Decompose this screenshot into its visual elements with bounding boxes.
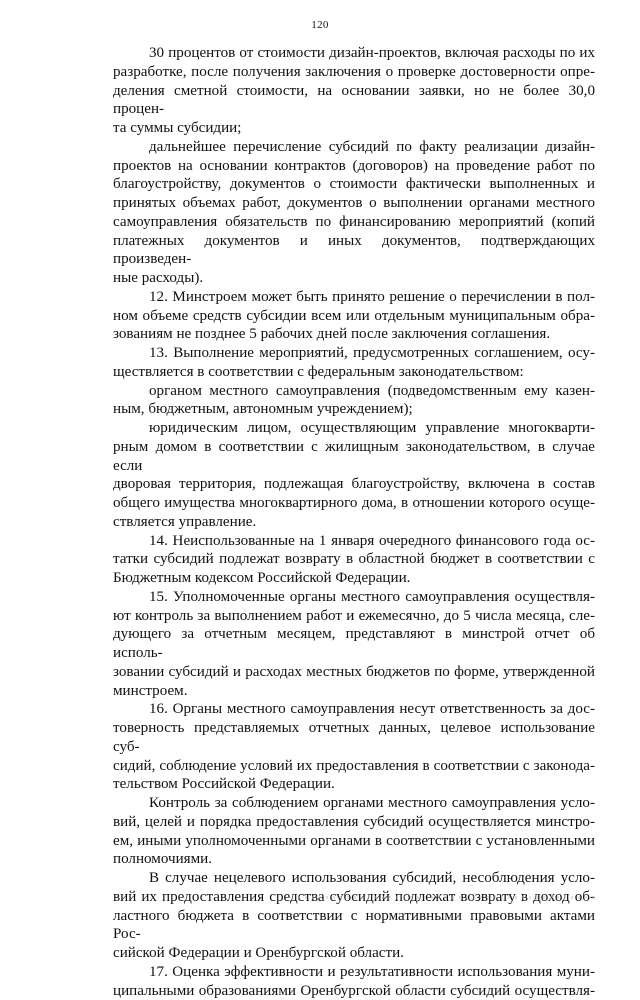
text-line: общего имущества многоквартирного дома, в отношении которого осуще- <box>113 494 595 513</box>
text-line: принятых объемах работ, документов о выполнении органами местного <box>113 194 595 213</box>
text-line: 16. Органы местного самоуправления несут ответственность за дос- <box>113 700 595 719</box>
text-line: Контроль за соблюдением органами местного самоуправления усло- <box>113 794 595 813</box>
text-line: дворовая территория, подлежащая благоустройству, включена в состав <box>113 475 595 494</box>
paragraph <box>113 700 595 794</box>
paragraph <box>113 532 595 588</box>
text-line: платежных документов и иных документов, подтверждающих произведен- <box>113 232 595 270</box>
text-line: ют контроль за выполнением работ и ежемесячно, до 5 числа месяца, сле- <box>113 607 595 626</box>
document-body <box>113 44 595 1000</box>
paragraph <box>113 588 595 701</box>
text-line: ным, бюджетным, автономным учреждением); <box>113 400 595 419</box>
page-number: 120 <box>0 19 640 31</box>
text-line: 12. Минстроем может быть принято решение о перечислении в пол- <box>113 288 595 307</box>
text-line: сийской Федерации и Оренбургской области. <box>113 944 595 963</box>
text-line: деления сметной стоимости, на основании заявки, но не более 30,0 процен- <box>113 82 595 120</box>
paragraph <box>113 344 595 382</box>
text-line: ствляется управление. <box>113 513 595 532</box>
text-line: товерность представляемых отчетных данных, целевое использование суб- <box>113 719 595 757</box>
paragraph <box>113 419 595 532</box>
text-line: Бюджетным кодексом Российской Федерации. <box>113 569 595 588</box>
paragraph <box>113 138 595 288</box>
paragraph <box>113 869 595 963</box>
paragraph <box>113 794 595 869</box>
text-line: тельством Российской Федерации. <box>113 775 595 794</box>
text-line: проектов на основании контрактов (договоров) на проведение работ по <box>113 157 595 176</box>
text-line: ем, иными уполномоченными органами в соответствии с установленными <box>113 832 595 851</box>
text-line: ципальными образованиями Оренбургской области субсидий осуществля- <box>113 982 595 1000</box>
text-line: самоуправления обязательств по финансированию мероприятий (копий <box>113 213 595 232</box>
text-line: полномочиями. <box>113 850 595 869</box>
text-line: та суммы субсидии; <box>113 119 595 138</box>
paragraph <box>113 963 595 1000</box>
text-line: вий, целей и порядка предоставления субсидий осуществляется минстро- <box>113 813 595 832</box>
text-line: 14. Неиспользованные на 1 января очередного финансового года ос- <box>113 532 595 551</box>
text-line: разработке, после получения заключения о проверке достоверности опре- <box>113 63 595 82</box>
text-line: 13. Выполнение мероприятий, предусмотренных соглашением, осу- <box>113 344 595 363</box>
text-line: юридическим лицом, осуществляющим управление многокварти- <box>113 419 595 438</box>
text-line: 30 процентов от стоимости дизайн-проектов, включая расходы по их <box>113 44 595 63</box>
text-line: сидий, соблюдение условий их предоставления в соответствии с законода- <box>113 757 595 776</box>
paragraph <box>113 44 595 138</box>
text-line: органом местного самоуправления (подведомственным ему казен- <box>113 382 595 401</box>
text-line: дующего за отчетным месяцем, представляют в минстрой отчет об исполь- <box>113 625 595 663</box>
text-line: В случае нецелевого использования субсидий, несоблюдения усло- <box>113 869 595 888</box>
text-line: 17. Оценка эффективности и результативности использования муни- <box>113 963 595 982</box>
text-line: ные расходы). <box>113 269 595 288</box>
text-line: минстроем. <box>113 682 595 701</box>
scan-artifact <box>298 896 598 899</box>
text-line: 15. Уполномоченные органы местного самоуправления осуществля- <box>113 588 595 607</box>
paragraph <box>113 382 595 420</box>
text-line: татки субсидий подлежат возврату в областной бюджет в соответствии с <box>113 550 595 569</box>
text-line: благоустройству, документов о стоимости фактически выполненных и <box>113 175 595 194</box>
text-line: зованиям не позднее 5 рабочих дней после заключения соглашения. <box>113 325 595 344</box>
text-line: ном объеме средств субсидии всем или отдельным муниципальным обра- <box>113 307 595 326</box>
text-line: дальнейшее перечисление субсидий по факту реализации дизайн- <box>113 138 595 157</box>
text-line: ществляется в соответствии с федеральным законодательством: <box>113 363 595 382</box>
text-line: вий их предоставления средства субсидий подлежат возврату в доход об- <box>113 888 595 907</box>
text-line: рным домом в соответствии с жилищным законодательством, в случае если <box>113 438 595 476</box>
text-line: ластного бюджета в соответствии с нормативными правовыми актами Рос- <box>113 907 595 945</box>
text-line: зовании субсидий и расходах местных бюджетов по форме, утвержденной <box>113 663 595 682</box>
paragraph <box>113 288 595 344</box>
